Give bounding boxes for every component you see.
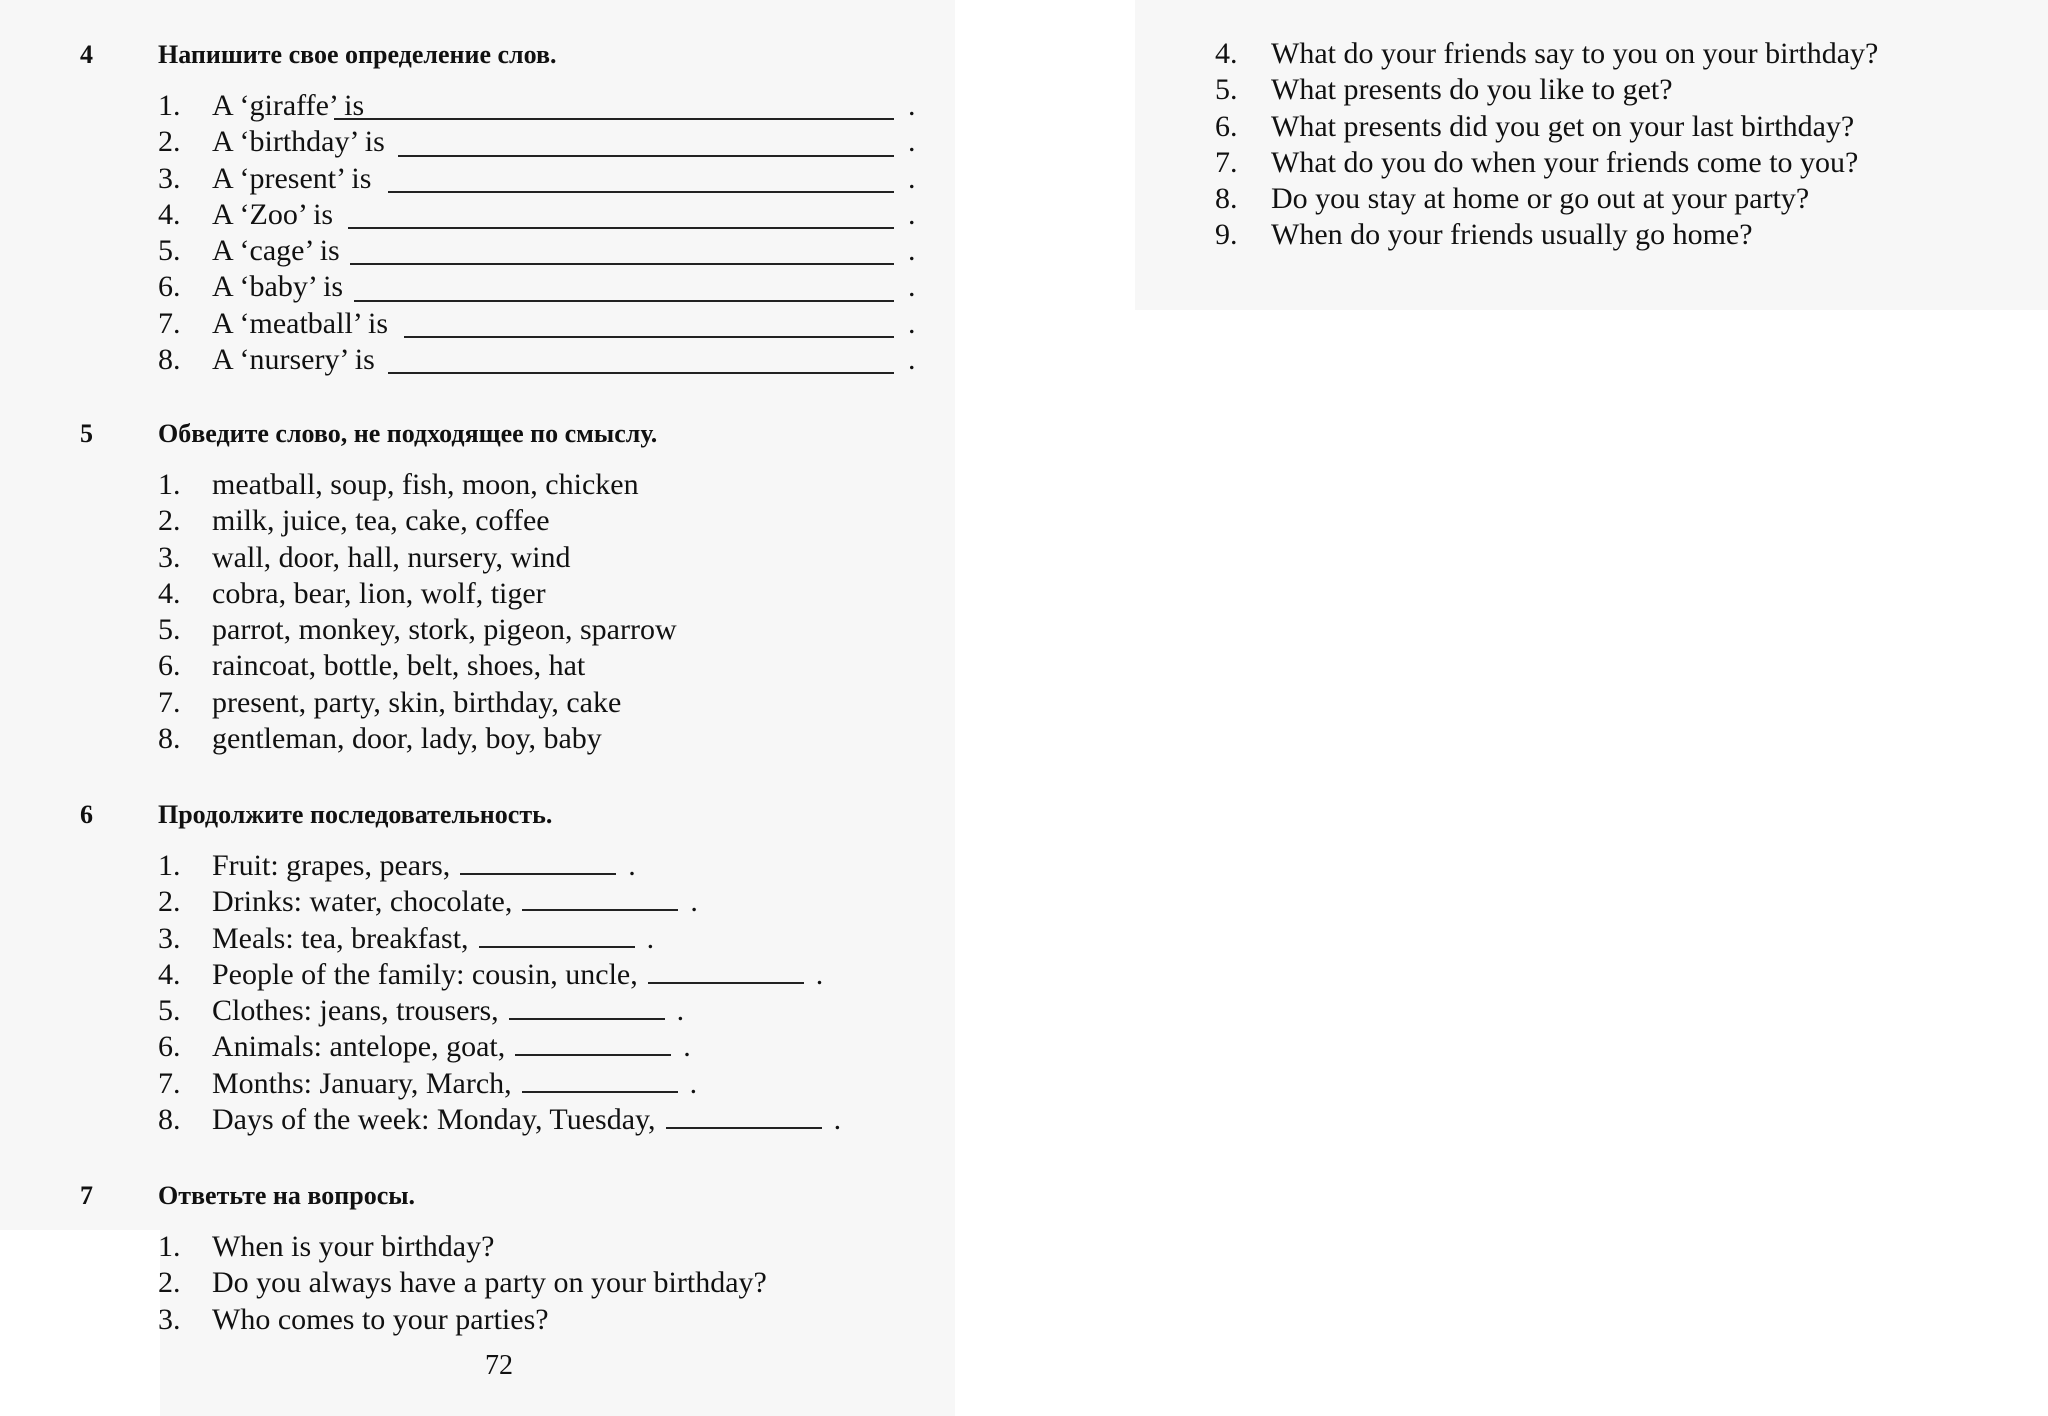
item-text: Months: January, March, bbox=[212, 1066, 512, 1100]
item-number: 6. bbox=[1215, 109, 1238, 143]
item-text[interactable]: parrot, monkey, stork, pigeon, sparrow bbox=[212, 613, 677, 647]
item-text: A ‘meatball’ is bbox=[212, 306, 389, 340]
end-mark: . bbox=[628, 849, 636, 882]
question-text: When do your friends usually go home? bbox=[1271, 218, 1753, 252]
question-text: What do your friends say to you on your birthday? bbox=[1271, 37, 1879, 70]
item-number: 1. bbox=[158, 89, 181, 122]
exercise-number: 4 bbox=[80, 40, 93, 69]
exercise-number: 5 bbox=[80, 419, 93, 448]
item-number: 8. bbox=[1215, 182, 1238, 216]
exercise-title: Напишите свое определение слов. bbox=[158, 40, 557, 69]
item-text[interactable]: present, party, skin, birthday, cake bbox=[212, 685, 622, 719]
question-text: Do you always have a party on your birthday? bbox=[212, 1266, 767, 1300]
item-text: A ‘birthday’ is bbox=[212, 125, 385, 159]
item-number: 7. bbox=[158, 1066, 181, 1100]
answer-line[interactable] bbox=[350, 263, 894, 265]
end-mark: . bbox=[689, 1066, 698, 1100]
item-number: 5. bbox=[158, 234, 181, 268]
item-text: A ‘present’ is bbox=[212, 161, 372, 195]
end-mark: . bbox=[908, 161, 916, 195]
item-text: Clothes: jeans, trousers, bbox=[212, 994, 499, 1028]
item-number: 5. bbox=[158, 994, 181, 1028]
answer-blank[interactable] bbox=[522, 885, 678, 911]
end-mark: . bbox=[908, 234, 916, 268]
end-mark: . bbox=[833, 1103, 842, 1137]
item-number: 3. bbox=[158, 161, 181, 195]
item-number: 4. bbox=[158, 197, 181, 231]
end-mark: . bbox=[683, 1030, 691, 1064]
item-text: Animals: antelope, goat, bbox=[212, 1030, 506, 1064]
answer-line[interactable] bbox=[398, 155, 894, 157]
question-text: What presents did you get on your last birthday? bbox=[1271, 109, 1855, 143]
item-text[interactable]: cobra, bear, lion, wolf, tiger bbox=[212, 576, 546, 610]
item-text: A ‘baby’ is bbox=[212, 270, 344, 304]
item-text: Meals: tea, breakfast, bbox=[212, 921, 469, 955]
item-number: 8. bbox=[158, 722, 181, 756]
page-number: 72 bbox=[485, 1350, 513, 1381]
item-text[interactable]: meatball, soup, fish, moon, chicken bbox=[212, 468, 639, 501]
item-number: 7. bbox=[158, 306, 181, 340]
item-text[interactable]: raincoat, bottle, belt, shoes, hat bbox=[212, 649, 586, 683]
item-number: 5. bbox=[158, 613, 181, 647]
item-number: 9. bbox=[1215, 218, 1238, 252]
item-number: 7. bbox=[158, 685, 181, 719]
item-number: 3. bbox=[158, 540, 181, 574]
item-number: 2. bbox=[158, 885, 181, 919]
item-number: 6. bbox=[158, 1030, 181, 1064]
item-number: 2. bbox=[158, 1266, 181, 1300]
question-text: Who comes to your parties? bbox=[212, 1302, 549, 1336]
item-number: 6. bbox=[158, 270, 181, 304]
item-number: 2. bbox=[158, 504, 181, 538]
exercise-title: Обведите слово, не подходящее по смыслу. bbox=[158, 419, 658, 448]
answer-line[interactable] bbox=[354, 300, 894, 302]
item-text: A ‘giraffe’ is bbox=[212, 89, 365, 122]
answer-line[interactable] bbox=[388, 191, 894, 193]
item-number: 4. bbox=[158, 957, 181, 991]
item-number: 3. bbox=[158, 921, 181, 955]
question-text: When is your birthday? bbox=[212, 1230, 495, 1263]
item-text: A ‘cage’ is bbox=[212, 234, 340, 268]
item-number: 1. bbox=[158, 468, 181, 501]
item-text[interactable]: gentleman, door, lady, boy, baby bbox=[212, 722, 602, 756]
item-number: 7. bbox=[1215, 145, 1238, 179]
question-text: What do you do when your friends come to you? bbox=[1271, 145, 1859, 179]
answer-blank[interactable] bbox=[460, 849, 616, 875]
answer-blank[interactable] bbox=[479, 922, 635, 948]
item-text: A ‘Zoo’ is bbox=[212, 197, 334, 231]
answer-blank[interactable] bbox=[509, 994, 665, 1020]
end-mark: . bbox=[908, 343, 916, 377]
end-mark: . bbox=[908, 306, 916, 340]
answer-blank[interactable] bbox=[522, 1067, 678, 1093]
answer-line[interactable] bbox=[348, 227, 894, 229]
answer-line[interactable] bbox=[334, 118, 894, 120]
end-mark: . bbox=[815, 957, 824, 991]
end-mark: . bbox=[908, 89, 916, 122]
item-text: Drinks: water, chocolate, bbox=[212, 885, 513, 919]
end-mark: . bbox=[908, 197, 916, 231]
end-mark: . bbox=[908, 125, 916, 159]
exercise-number: 6 bbox=[80, 800, 93, 829]
answer-line[interactable] bbox=[404, 336, 894, 338]
question-text: What presents do you like to get? bbox=[1271, 73, 1673, 107]
end-mark: . bbox=[690, 885, 698, 919]
answer-blank[interactable] bbox=[515, 1030, 671, 1056]
end-mark: . bbox=[908, 270, 916, 304]
item-number: 1. bbox=[158, 849, 181, 882]
item-number: 8. bbox=[158, 1103, 181, 1137]
item-number: 5. bbox=[1215, 73, 1238, 107]
answer-blank[interactable] bbox=[648, 958, 804, 984]
item-number: 4. bbox=[158, 576, 181, 610]
end-mark: . bbox=[676, 994, 685, 1028]
item-text[interactable]: milk, juice, tea, cake, coffee bbox=[212, 504, 550, 538]
item-text: A ‘nursery’ is bbox=[212, 343, 375, 377]
exercise-title: Ответьте на вопросы. bbox=[158, 1181, 416, 1210]
item-number: 1. bbox=[158, 1230, 181, 1263]
item-number: 6. bbox=[158, 649, 181, 683]
item-number: 2. bbox=[158, 125, 181, 159]
exercise-number: 7 bbox=[80, 1181, 93, 1210]
end-mark: . bbox=[646, 921, 655, 955]
item-number: 8. bbox=[158, 343, 181, 377]
answer-blank[interactable] bbox=[666, 1103, 822, 1129]
exercise-title: Продолжите последовательность. bbox=[158, 800, 553, 829]
item-number: 3. bbox=[158, 1302, 181, 1336]
item-text: Fruit: grapes, pears, bbox=[212, 849, 451, 882]
item-text: Days of the week: Monday, Tuesday, bbox=[212, 1103, 656, 1137]
question-text: Do you stay at home or go out at your party? bbox=[1271, 182, 1810, 216]
item-text: People of the family: cousin, uncle, bbox=[212, 957, 638, 991]
item-text[interactable]: wall, door, hall, nursery, wind bbox=[212, 540, 571, 574]
answer-line[interactable] bbox=[388, 372, 894, 374]
item-number: 4. bbox=[1215, 37, 1238, 70]
